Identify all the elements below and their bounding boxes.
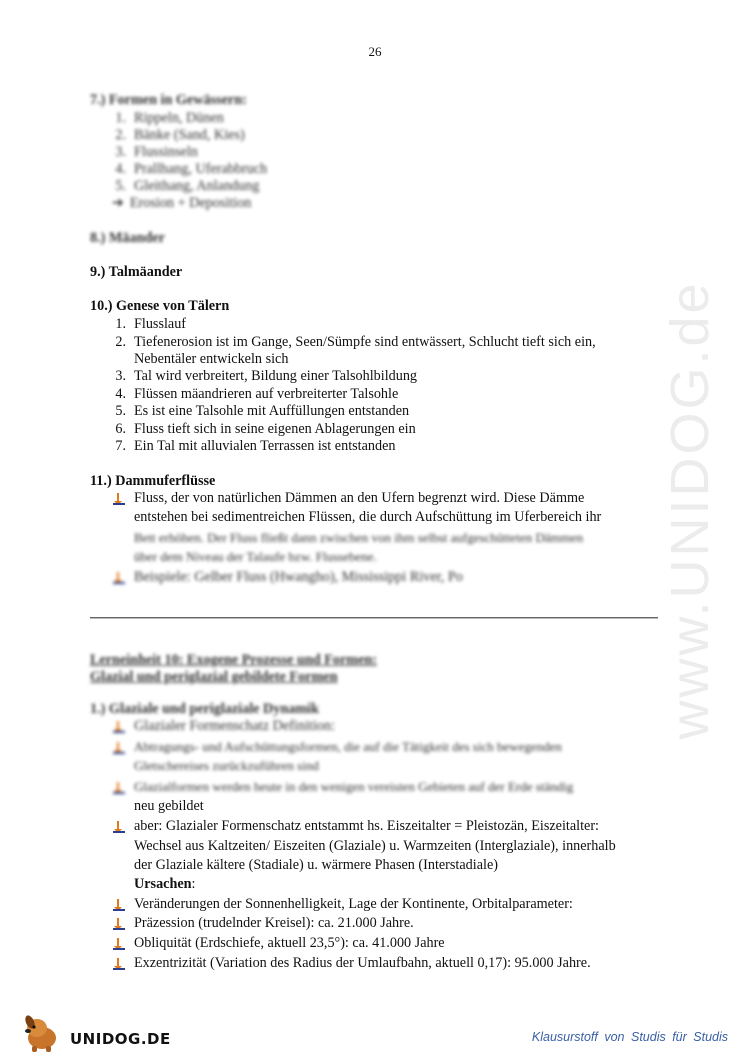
dog-icon: [20, 1012, 66, 1054]
bullet-text: Abtragungs- und Aufschüttungsformen, die auf die Tätigkeit des sich bewegenden: [134, 739, 562, 754]
lerneinheit-subtitle: Glazial und periglazial gebildete Formen: [90, 669, 338, 685]
logo-text: UNIDOG.DE: [70, 1030, 171, 1048]
arrow-icon: ➔: [112, 195, 124, 211]
bullet-text: Glazialer Formenschatz Definition:: [134, 718, 335, 734]
page-number: 26: [368, 44, 382, 59]
arrow-note: ➔ Erosion + Deposition: [112, 195, 252, 211]
list-item-continuation: Nebentäler entwickeln sich: [134, 351, 289, 367]
bullet-text: Bett erhöhen. Der Fluss fließt dann zwischen von ihm selbst aufgeschütteten Dämmen: [134, 530, 584, 545]
list-item: 1. Rippeln, Dünen: [115, 110, 224, 126]
list-item: 5. Es ist eine Talsohle mit Auffüllungen entstanden: [115, 403, 410, 419]
glacial-title: 1.) Glaziale und periglaziale Dynamik: [90, 701, 319, 717]
bullet-text: neu gebildet: [134, 798, 204, 814]
list-item: 7. Ein Tal mit alluvialen Terrassen ist entstanden: [115, 438, 396, 454]
section-9-title: 9.) Talmäander: [90, 264, 183, 280]
bullet-icon: [112, 820, 126, 834]
bullet-text: Glazialformen werden heute in den wenigen vereisten Gebieten auf der Erde ständig: [134, 779, 574, 794]
bullet-icon: [112, 898, 126, 912]
bullet-text: entstehen bei sedimentreichen Flüssen, die durch Aufschüttung im Uferbereich ihr: [134, 509, 602, 525]
bullet-icon: [112, 492, 126, 506]
bullet-text: der Glaziale kältere (Stadiale) u. wärmere Phasen (Interstadiale): [134, 857, 498, 873]
lerneinheit-title: Lerneinheit 10: Exogene Prozesse und Formen:: [90, 652, 377, 668]
watermark-text: www.UNIDOG.de: [660, 280, 720, 740]
list-item: 1. Flusslauf: [115, 316, 187, 332]
section-10-title: 10.) Genese von Tälern: [90, 298, 230, 314]
list-item: 3. Tal wird verbreitert, Bildung einer Talsohlbildung: [115, 368, 418, 384]
bullet-text: Obliquität (Erdschiefe, aktuell 23,5°): ca. 41.000 Jahre: [134, 935, 445, 951]
bullet-text: Veränderungen der Sonnenhelligkeit, Lage der Kontinente, Orbitalparameter:: [134, 896, 573, 912]
bullet-icon: [112, 957, 126, 971]
bullet-icon: [112, 571, 126, 585]
list-item: 6. Fluss tieft sich in seine eigenen Ablagerungen ein: [115, 421, 416, 437]
bullet-text: Beispiele: Gelber Fluss (Hwangho), Mississippi River, Po: [134, 569, 463, 585]
list-item: 4. Flüssen mäandrieren auf verbreiterter Talsohle: [115, 386, 399, 402]
page-divider: [90, 617, 658, 618]
list-item: 4. Prallhang, Uferabbruch: [115, 161, 268, 177]
bullet-text: Gletschereises zurückzuführen sind: [134, 758, 319, 773]
watermark: [620, 280, 750, 740]
bullet-text: über dem Niveau der Talaufe bzw. Flussebene.: [134, 549, 377, 564]
section-11-title: 11.) Dammuferflüsse: [90, 473, 216, 489]
bullet-icon: [112, 741, 126, 755]
ursachen-label: Ursachen:: [134, 876, 196, 892]
bullet-text: Fluss, der von natürlichen Dämmen an den Ufern begrenzt wird. Diese Dämme: [134, 490, 585, 506]
section-7-title: 7.) Formen in Gewässern:: [90, 92, 247, 108]
bullet-icon: [112, 781, 126, 795]
list-item: 2. Bänke (Sand, Kies): [115, 127, 245, 143]
bullet-text: aber: Glazialer Formenschatz entstammt hs. Eiszeitalter = Pleistozän, Eiszeitalter:: [134, 818, 599, 834]
bullet-text: Präzession (trudelnder Kreisel): ca. 21.000 Jahre.: [134, 915, 414, 931]
bullet-icon: [112, 937, 126, 951]
bullet-icon: [112, 720, 126, 734]
unidog-logo[interactable]: [20, 1012, 171, 1054]
list-item: 3. Flussinseln: [115, 144, 198, 160]
footer-tagline: Klausurstoff von Studis für Studis: [531, 1030, 728, 1044]
bullet-text: Wechsel aus Kaltzeiten/ Eiszeiten (Glaziale) u. Warmzeiten (Interglaziale), innerhalb: [134, 838, 616, 854]
list-item: 5. Gleithang, Anlandung: [115, 178, 260, 194]
section-8-title: 8.) Mäander: [90, 230, 165, 246]
list-item: 2. Tiefenerosion ist im Gange, Seen/Sümpfe sind entwässert, Schlucht tieft sich ein,: [115, 334, 596, 350]
bullet-icon: [112, 917, 126, 931]
bullet-text: Exzentrizität (Variation des Radius der Umlaufbahn, aktuell 0,17): 95.000 Jahre.: [134, 955, 591, 971]
